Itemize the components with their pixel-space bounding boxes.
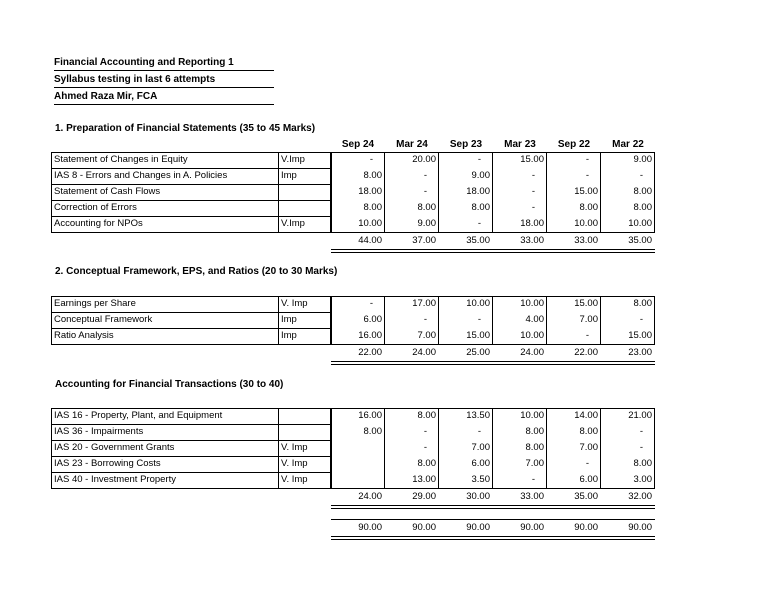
- grand-total: 90.00: [520, 522, 544, 533]
- row-value: -: [639, 426, 643, 437]
- row-value: 10.00: [520, 410, 544, 421]
- row-value: 15.00: [520, 154, 544, 165]
- section-total: 32.00: [628, 491, 652, 502]
- row-value: -: [531, 474, 535, 485]
- total-underline: [331, 249, 655, 253]
- column-header-4: Sep 22: [557, 139, 591, 150]
- row-value: 18.00: [520, 218, 544, 229]
- row-value: 9.00: [417, 218, 436, 229]
- row-importance: Imp: [281, 330, 297, 341]
- section-total: 33.00: [520, 235, 544, 246]
- row-importance: [278, 184, 330, 200]
- row-value: 8.00: [363, 170, 382, 181]
- row-value: 17.00: [412, 298, 436, 309]
- section-total: 35.00: [628, 235, 652, 246]
- row-value: 15.00: [466, 330, 490, 341]
- section-total: 22.00: [574, 347, 598, 358]
- row-value: 13.50: [466, 410, 490, 421]
- row-value: 8.00: [471, 202, 490, 213]
- row-value: -: [369, 154, 373, 165]
- row-importance: V. Imp: [281, 474, 308, 485]
- row-value: 16.00: [358, 410, 382, 421]
- row-value: 7.00: [417, 330, 436, 341]
- row-value: 13.00: [412, 474, 436, 485]
- row-importance: [278, 424, 330, 440]
- row-value: 10.00: [520, 298, 544, 309]
- row-value: -: [585, 170, 589, 181]
- row-value: 21.00: [628, 410, 652, 421]
- row-importance: V.Imp: [281, 154, 305, 165]
- row-label: IAS 16 - Property, Plant, and Equipment: [54, 410, 223, 421]
- column-header-5: Mar 22: [612, 139, 644, 150]
- row-value: 8.00: [579, 426, 598, 437]
- row-label: Statement of Cash Flows: [54, 186, 161, 197]
- row-value: 8.00: [633, 458, 652, 469]
- row-value: 6.00: [471, 458, 490, 469]
- row-value: 15.00: [628, 330, 652, 341]
- row-value: 3.00: [633, 474, 652, 485]
- column-header-0: Sep 24: [341, 139, 375, 150]
- row-value: 7.00: [525, 458, 544, 469]
- row-value: 18.00: [358, 186, 382, 197]
- row-value: 8.00: [525, 426, 544, 437]
- row-importance: V. Imp: [281, 298, 308, 309]
- section-total: 29.00: [412, 491, 436, 502]
- row-value: 8.00: [417, 410, 436, 421]
- section-total: 22.00: [358, 347, 382, 358]
- grand-total: 90.00: [574, 522, 598, 533]
- section3-title: Accounting for Financial Transactions (30 to 40): [55, 379, 284, 390]
- section-total: 24.00: [412, 347, 436, 358]
- grand-total: 90.00: [412, 522, 436, 533]
- row-value: -: [423, 170, 427, 181]
- row-value: 20.00: [412, 154, 436, 165]
- row-value: 14.00: [574, 410, 598, 421]
- total-underline: [331, 505, 655, 509]
- row-value: [331, 440, 385, 456]
- row-value: -: [585, 154, 589, 165]
- doc-subtitle: Syllabus testing in last 6 attempts: [54, 73, 274, 88]
- row-value: -: [639, 442, 643, 453]
- row-value: -: [531, 186, 535, 197]
- row-value: 10.00: [520, 330, 544, 341]
- row-value: 7.00: [471, 442, 490, 453]
- row-value: 8.00: [363, 426, 382, 437]
- column-header-3: Mar 23: [504, 139, 536, 150]
- row-value: -: [585, 458, 589, 469]
- row-value: 7.00: [579, 442, 598, 453]
- section-total: 23.00: [628, 347, 652, 358]
- section-total: 44.00: [358, 235, 382, 246]
- row-importance: V. Imp: [281, 442, 308, 453]
- section-total: 24.00: [520, 347, 544, 358]
- row-value: [331, 456, 385, 472]
- doc-author: Ahmed Raza Mir, FCA: [54, 90, 274, 105]
- row-value: 6.00: [579, 474, 598, 485]
- row-importance: [278, 200, 330, 216]
- doc-title: Financial Accounting and Reporting 1: [54, 56, 274, 71]
- row-value: 16.00: [358, 330, 382, 341]
- row-value: 8.00: [525, 442, 544, 453]
- row-label: IAS 8 - Errors and Changes in A. Policies: [54, 170, 228, 181]
- column-header-2: Sep 23: [449, 139, 483, 150]
- row-value: -: [423, 186, 427, 197]
- row-label: IAS 40 - Investment Property: [54, 474, 176, 485]
- total-underline: [331, 361, 655, 365]
- row-value: 6.00: [363, 314, 382, 325]
- section2-title: 2. Conceptual Framework, EPS, and Ratios (20 to 30 Marks): [55, 266, 338, 277]
- row-value: -: [639, 170, 643, 181]
- row-value: -: [423, 314, 427, 325]
- row-value: 9.00: [471, 170, 490, 181]
- row-value: 8.00: [417, 202, 436, 213]
- row-label: IAS 23 - Borrowing Costs: [54, 458, 161, 469]
- row-label: Earnings per Share: [54, 298, 136, 309]
- row-value: -: [639, 314, 643, 325]
- grand-total: 90.00: [628, 522, 652, 533]
- row-label: Ratio Analysis: [54, 330, 114, 341]
- row-value: 8.00: [633, 186, 652, 197]
- row-value: -: [477, 426, 481, 437]
- row-label: IAS 20 - Government Grants: [54, 442, 175, 453]
- section-total: 25.00: [466, 347, 490, 358]
- row-value: -: [369, 298, 373, 309]
- row-label: Correction of Errors: [54, 202, 137, 213]
- section-total: 30.00: [466, 491, 490, 502]
- row-value: 10.00: [628, 218, 652, 229]
- row-value: 3.50: [471, 474, 490, 485]
- row-importance: Imp: [281, 170, 297, 181]
- row-importance: [278, 408, 330, 424]
- row-value: 8.00: [363, 202, 382, 213]
- column-header-1: Mar 24: [396, 139, 428, 150]
- grand-total: 90.00: [466, 522, 490, 533]
- row-value: 15.00: [574, 186, 598, 197]
- section-total: 33.00: [520, 491, 544, 502]
- row-value: 9.00: [633, 154, 652, 165]
- row-value: 8.00: [633, 298, 652, 309]
- row-value: -: [585, 330, 589, 341]
- row-value: -: [477, 154, 481, 165]
- section-total: 37.00: [412, 235, 436, 246]
- row-value: -: [531, 202, 535, 213]
- row-value: -: [423, 426, 427, 437]
- row-value: 10.00: [358, 218, 382, 229]
- row-value: 8.00: [633, 202, 652, 213]
- row-value: 15.00: [574, 298, 598, 309]
- row-importance: V. Imp: [281, 458, 308, 469]
- row-value: -: [477, 218, 481, 229]
- row-importance: Imp: [281, 314, 297, 325]
- row-value: 7.00: [579, 314, 598, 325]
- row-label: Accounting for NPOs: [54, 218, 143, 229]
- row-value: 8.00: [417, 458, 436, 469]
- row-importance: V.Imp: [281, 218, 305, 229]
- row-value: 8.00: [579, 202, 598, 213]
- row-label: Conceptual Framework: [54, 314, 153, 325]
- row-value: -: [477, 314, 481, 325]
- row-value: 10.00: [466, 298, 490, 309]
- section-total: 24.00: [358, 491, 382, 502]
- row-value: -: [423, 442, 427, 453]
- row-label: Statement of Changes in Equity: [54, 154, 188, 165]
- grand-total-underline: [331, 536, 655, 540]
- row-value: 18.00: [466, 186, 490, 197]
- section1-title: 1. Preparation of Financial Statements (35 to 45 Marks): [55, 123, 316, 134]
- row-value: [331, 472, 385, 488]
- grand-total: 90.00: [358, 522, 382, 533]
- row-label: IAS 36 - Impairments: [54, 426, 144, 437]
- row-value: 10.00: [574, 218, 598, 229]
- section-total: 33.00: [574, 235, 598, 246]
- row-value: -: [531, 170, 535, 181]
- section-total: 35.00: [574, 491, 598, 502]
- section-total: 35.00: [466, 235, 490, 246]
- row-value: 4.00: [525, 314, 544, 325]
